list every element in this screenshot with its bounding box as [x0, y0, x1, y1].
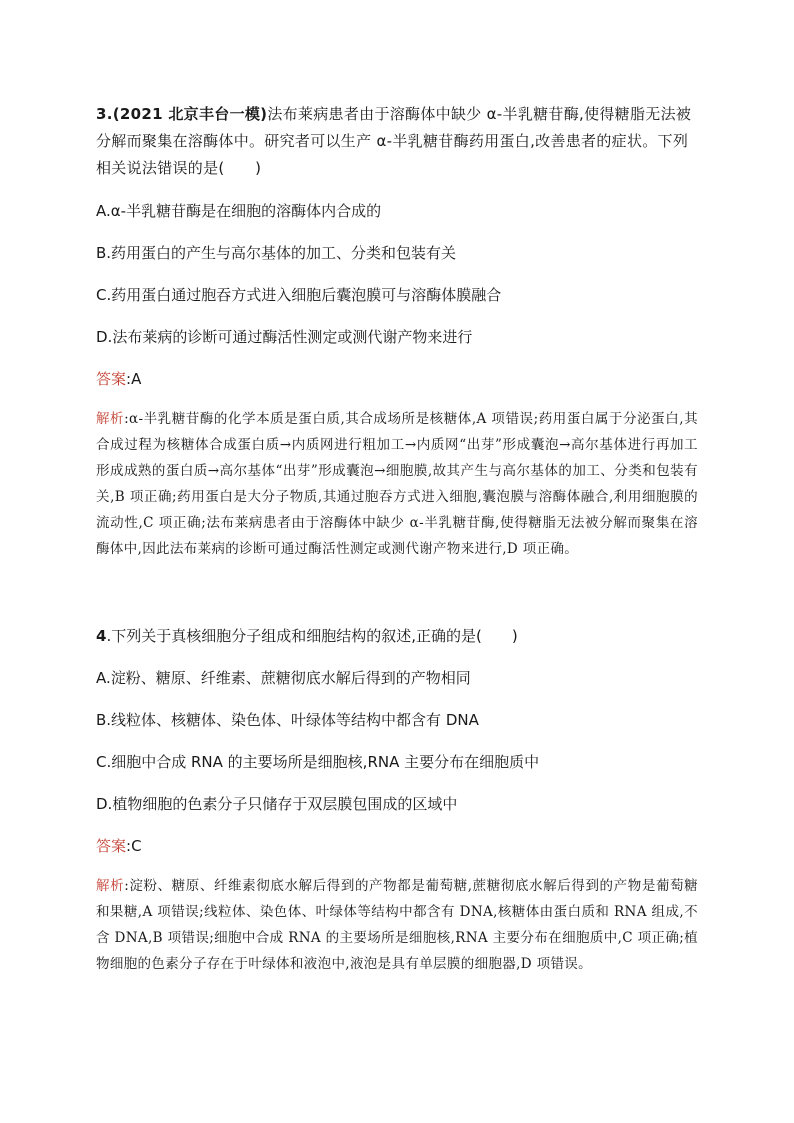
question-3-explanation	[96, 406, 698, 562]
question-3-source: .(2021 北京丰台一模)	[106, 105, 268, 123]
question-4-number: 4	[96, 627, 107, 645]
question-4-option-b: B.线粒体、核糖体、染色体、叶绿体等结构中都含有 DNA	[96, 711, 479, 729]
answer-value: :C	[126, 837, 142, 855]
explanation-label: 解析	[96, 878, 125, 894]
question-3-answer	[96, 369, 141, 389]
explanation-text: :淀粉、糖原、纤维素彻底水解后得到的产物都是葡萄糖,蔗糖彻底水解后得到的产物是葡萄糖和果糖,A 项错误;线粒体、染色体、叶绿体等结构中都含有 DNA,核糖体由蛋白质和 RNA 组成,不含 DNA,B 项错误;细胞中合成 RNA 的主要场所是细胞核,RNA 主要分布在细胞质中,C 项正确;植物细胞的色素分子存在于叶绿体和液泡中,液泡是具有单层膜的细胞器,D 项错误。	[96, 878, 698, 972]
question-3-text: 法布莱病患者由于溶酶体中缺少 α-半乳糖苷酶,使得糖脂无法被分解而聚集在溶酶体中。研究者可以生产 α-半乳糖苷酶药用蛋白,改善患者的症状。下列相关说法错误的是( )	[96, 105, 692, 177]
explanation-label: 解析	[96, 411, 125, 427]
question-4-option-a: A.淀粉、糖原、纤维素、蔗糖彻底水解后得到的产物相同	[96, 669, 471, 687]
answer-label: 答案	[96, 370, 127, 388]
question-4-option-d: D.植物细胞的色素分子只储存于双层膜包围成的区域中	[96, 795, 458, 813]
explanation-text: :α-半乳糖苷酶的化学本质是蛋白质,其合成场所是核糖体,A 项错误;药用蛋白属于分泌蛋白,其合成过程为核糖体合成蛋白质→内质网进行粗加工→内质网“出芽”形成囊泡→高尔基体进行再加工形成成熟的蛋白质→高尔基体“出芽”形成囊泡→细胞膜,故其产生与高尔基体的加工、分类和包装有关,B 项正确;药用蛋白是大分子物质,其通过胞吞方式进入细胞,囊泡膜与溶酶体融合,利用细胞膜的流动性,C 项正确;法布莱病患者由于溶酶体中缺少 α-半乳糖苷酶,使得糖脂无法被分解而聚集在溶酶体中,因此法布莱病的诊断可通过酶活性测定或测代谢产物来进行,D 项正确。	[96, 411, 698, 557]
question-3-option-d: D.法布莱病的诊断可通过酶活性测定或测代谢产物来进行	[96, 328, 473, 346]
question-4-explanation	[96, 873, 698, 977]
answer-value: :A	[126, 370, 142, 388]
question-3-option-a: A.α-半乳糖苷酶是在细胞的溶酶体内合成的	[96, 202, 382, 220]
question-4-text: .下列关于真核细胞分子组成和细胞结构的叙述,正确的是( )	[106, 627, 518, 645]
question-3-number: 3	[96, 105, 107, 123]
question-4-stem	[96, 626, 706, 646]
question-3-stem	[96, 101, 696, 182]
answer-label: 答案	[96, 837, 127, 855]
question-3-option-b: B.药用蛋白的产生与高尔基体的加工、分类和包装有关	[96, 244, 457, 262]
question-4-option-c: C.细胞中合成 RNA 的主要场所是细胞核,RNA 主要分布在细胞质中	[96, 753, 540, 771]
question-4-answer	[96, 836, 142, 856]
question-3-option-c: C.药用蛋白通过胞吞方式进入细胞后囊泡膜可与溶酶体膜融合	[96, 286, 502, 304]
